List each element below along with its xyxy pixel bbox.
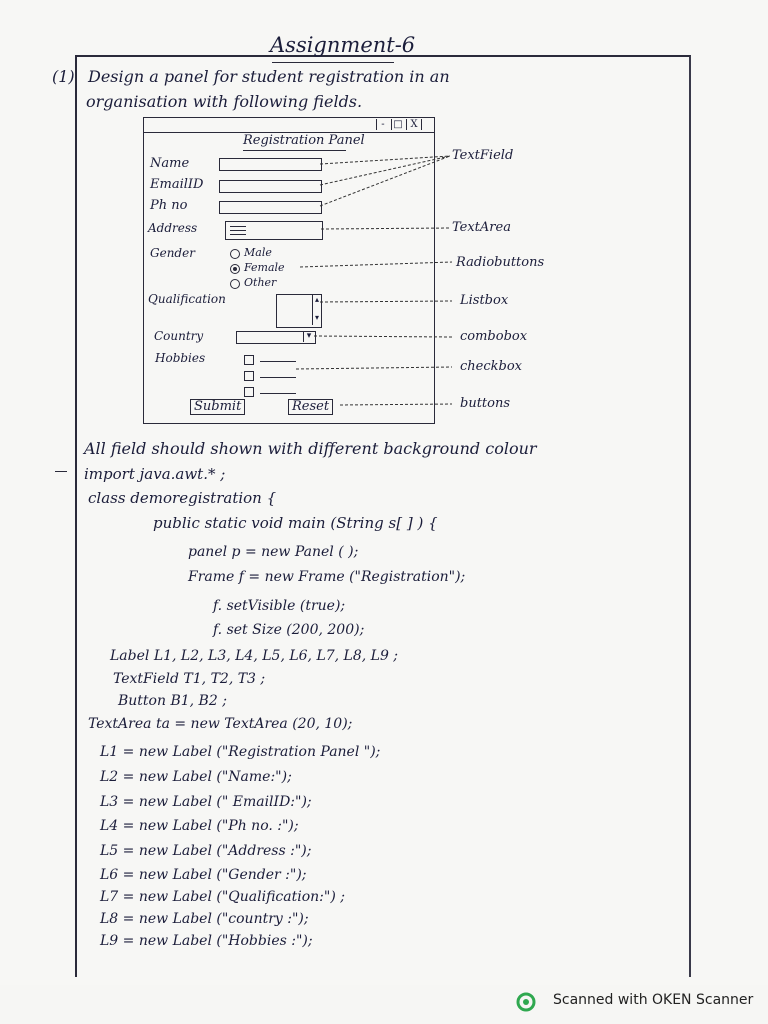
annotation-textfield: TextField <box>452 148 514 163</box>
assignment-title: Assignment-6 <box>270 33 416 57</box>
code-line: L5 = new Label ("Address :"); <box>100 843 312 859</box>
code-line: L4 = new Label ("Ph no. :"); <box>100 818 299 834</box>
annotation-checkbox: checkbox <box>460 359 522 374</box>
label-address: Address <box>148 221 198 235</box>
code-line: L1 = new Label ("Registration Panel "); <box>100 744 381 760</box>
code-line: f. setVisible (true); <box>213 598 346 614</box>
code-line: f. set Size (200, 200); <box>213 622 365 638</box>
label-phone: Ph no <box>150 198 188 213</box>
annotation-textarea: TextArea <box>452 220 511 235</box>
code-line: import java.awt.* ; <box>84 465 226 483</box>
code-line: panel p = new Panel ( ); <box>188 544 359 560</box>
code-line: Button B1, B2 ; <box>118 693 227 709</box>
submit-button-sketch: Submit <box>190 399 245 415</box>
code-line: public static void main (String s[ ] ) { <box>153 514 438 532</box>
label-qualification: Qualification <box>148 292 226 306</box>
code-line: L8 = new Label ("country :"); <box>100 911 309 927</box>
label-gender: Gender <box>150 246 195 260</box>
close-icon: X <box>406 119 422 130</box>
code-line: L7 = new Label ("Qualification:") ; <box>100 889 345 905</box>
panel-title: Registration Panel <box>243 133 365 148</box>
maximize-icon: □ <box>391 119 404 130</box>
label-country: Country <box>154 329 204 343</box>
instruction-text: All field should shown with different background colour <box>84 439 537 458</box>
annotation-combobox: combobox <box>460 329 528 344</box>
radio-male-label: Male <box>244 246 272 259</box>
code-line: Label L1, L2, L3, L4, L5, L6, L7, L8, L9 ; <box>110 648 399 664</box>
minimize-icon: - <box>376 119 389 130</box>
chevron-down-icon: ▾ <box>303 331 314 342</box>
scanner-watermark-text: Scanned with OKEN Scanner <box>553 992 754 1008</box>
reset-button-sketch: Reset <box>288 399 333 415</box>
annotation-buttons: buttons <box>460 396 511 411</box>
code-line: class demoregistration { <box>88 489 277 507</box>
question-line-2: organisation with following fields. <box>86 92 363 111</box>
code-line: L2 = new Label ("Name:"); <box>100 769 292 785</box>
label-email: EmailID <box>150 177 204 192</box>
annotation-radiobuttons: Radiobuttons <box>456 255 545 270</box>
radio-female-label: Female <box>244 261 285 274</box>
question-number: (1) <box>52 67 75 86</box>
annotation-listbox: Listbox <box>460 293 509 308</box>
bullet-dash <box>55 471 67 472</box>
code-line: TextArea ta = new TextArea (20, 10); <box>88 716 353 732</box>
listbox-scroll-icon: ▴ ▾ <box>312 295 321 325</box>
annotation-arrows <box>0 0 768 440</box>
code-line: L6 = new Label ("Gender :"); <box>100 867 307 883</box>
oken-scanner-logo-icon <box>516 992 536 1012</box>
label-hobbies: Hobbies <box>155 351 206 365</box>
code-line: Frame f = new Frame ("Registration"); <box>188 569 466 585</box>
question-line-1: Design a panel for student registration in an <box>88 67 450 86</box>
code-line: L9 = new Label ("Hobbies :"); <box>100 933 313 949</box>
code-line: L3 = new Label (" EmailID:"); <box>100 794 312 810</box>
radio-other-label: Other <box>244 276 277 289</box>
label-name: Name <box>150 156 190 171</box>
code-line: TextField T1, T2, T3 ; <box>113 671 266 687</box>
